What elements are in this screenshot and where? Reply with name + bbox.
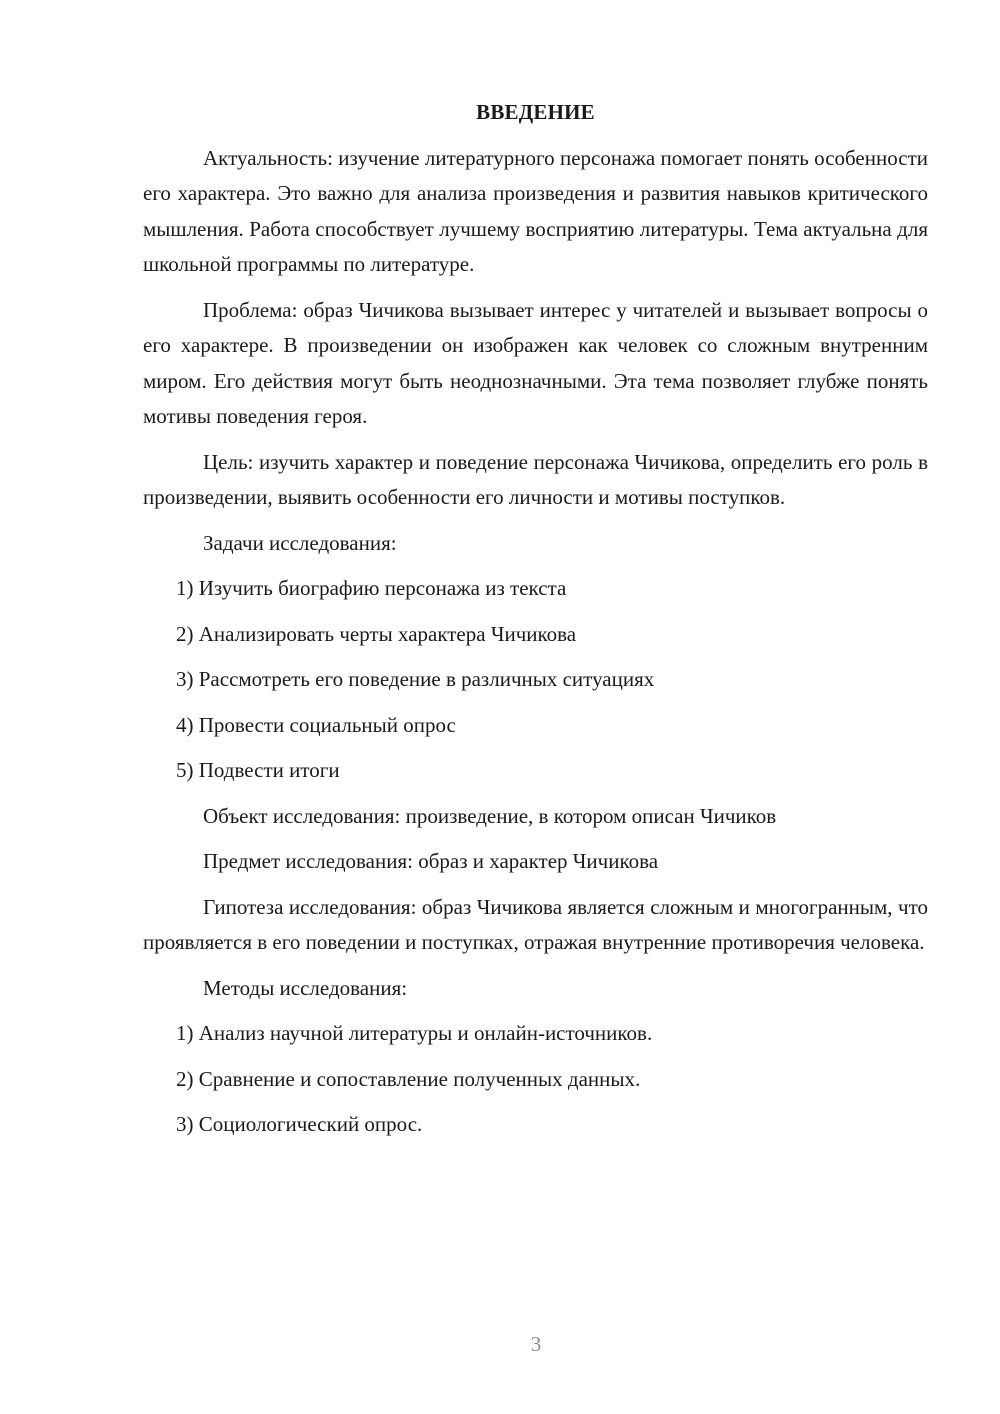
tasks-heading: Задачи исследования: — [203, 530, 397, 555]
task-item: 5) Подвести итоги — [176, 758, 340, 782]
methods-heading: Методы исследования: — [203, 975, 408, 1000]
task-item: 2) Анализировать черты характера Чичикова — [176, 621, 577, 646]
task-item: 3) Рассмотреть его поведение в различных ситуациях — [176, 667, 655, 691]
tasks-list — [143, 571, 928, 789]
method-item: 3) Социологический опрос. — [176, 1112, 423, 1136]
methods-list — [143, 1016, 928, 1143]
task-item: 4) Провести социальный опрос — [176, 712, 456, 737]
research-subject: Предмет исследования: образ и характер Чичикова — [203, 849, 659, 873]
method-item: 1) Анализ научной литературы и онлайн-источников. — [176, 1021, 653, 1045]
problem-paragraph: Проблема: образ Чичикова вызывает интерес у читателей и вызывает вопросы о его характере. В произведении он изображен как человек со сложным внутренним миром. Его действия могут быть неоднозначными. Эта тема позволяет глубже понять мотивы поведения героя. — [143, 297, 928, 428]
method-item: 2) Сравнение и сопоставление полученных данных. — [176, 1066, 641, 1091]
page-title: ВВЕДЕНИЕ — [476, 100, 595, 124]
task-item: 1) Изучить биографию персонажа из текста — [176, 576, 567, 600]
relevance-paragraph: Актуальность: изучение литературного персонажа помогает понять особенности его характера. Это важно для анализа произведения и развития навыков критического мышления. Работа способствует лучшему восприятию литературы. Тема актуальна для школьной программы по литературе. — [143, 145, 928, 276]
goal-paragraph: Цель: изучить характер и поведение персонажа Чичикова, определить его роль в произведении, выявить особенности его личности и мотивы поступков. — [143, 449, 928, 509]
page-content — [143, 95, 928, 1153]
research-object: Объект исследования: произведение, в котором описан Чичиков — [203, 803, 777, 828]
hypothesis-paragraph: Гипотеза исследования: образ Чичикова является сложным и многогранным, что проявляется в его поведении и поступках, отражая внутренние противоречия человека. — [143, 894, 928, 954]
page-number: 3 — [530, 1332, 542, 1356]
